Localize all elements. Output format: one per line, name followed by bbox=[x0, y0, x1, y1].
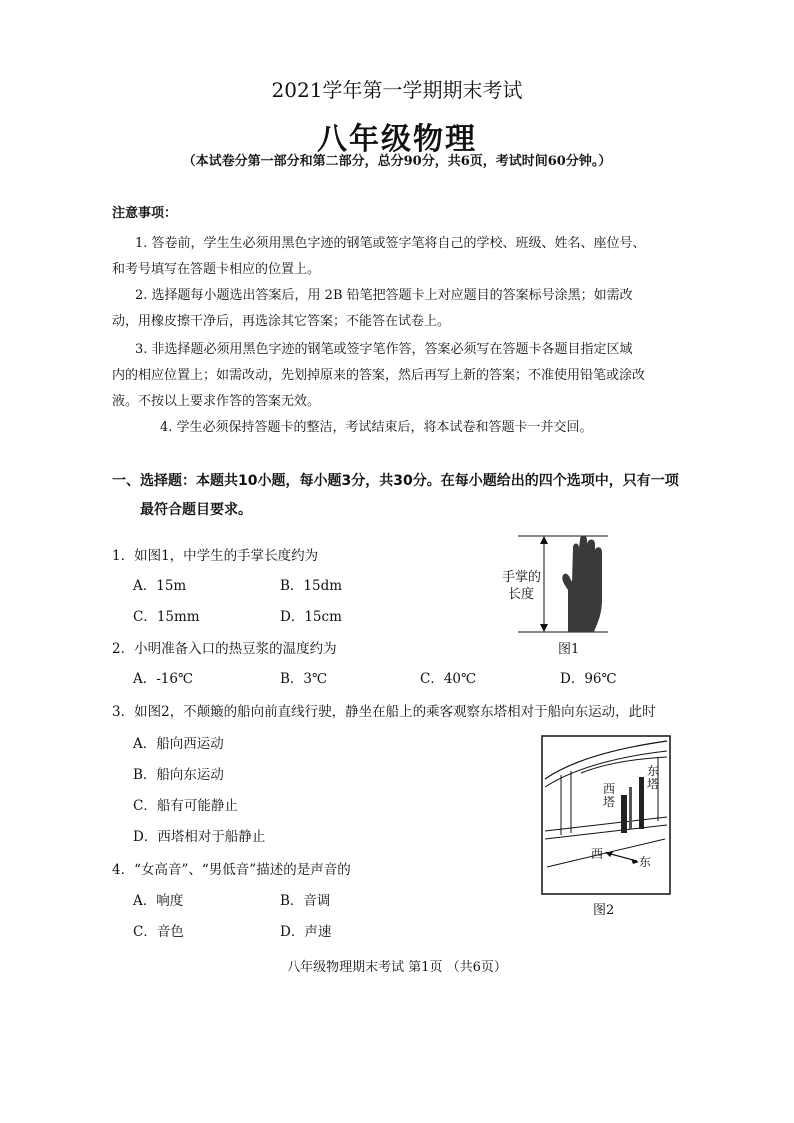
figure-2 bbox=[541, 735, 671, 917]
question-2-option-d: D．96℃ bbox=[560, 671, 617, 687]
east-tower-shape bbox=[639, 777, 644, 829]
page-footer: 八年级物理期末考试 第1页 （共6页） bbox=[287, 960, 507, 975]
notice-line: 4. 学生必须保持答题卡的整洁，考试结束后，将本试卷和答题卡一并交回。 bbox=[160, 420, 593, 435]
notice-line: 动，用橡皮擦干净后，再选涂其它答案；不能答在试卷上。 bbox=[112, 314, 451, 329]
question-2-stem: 2．小明准备入口的热豆浆的温度约为 bbox=[112, 641, 337, 657]
hand-length-label-1: 手掌的 bbox=[502, 570, 542, 585]
exam-info: （本试卷分第一部分和第二部分，总分90分，共6页，考试时间60分钟。） bbox=[182, 154, 612, 169]
question-1-option-b: B．15dm bbox=[280, 578, 343, 594]
notice-heading: 注意事项： bbox=[112, 206, 178, 221]
question-3-option-d: D．西塔相对于船静止 bbox=[133, 829, 266, 845]
exam-subject: 八年级物理 bbox=[317, 122, 477, 157]
notice-line: 和考号填写在答题卡相应的位置上。 bbox=[112, 262, 321, 277]
east-direction-label: 东 bbox=[639, 855, 652, 869]
question-4-option-d: D．声速 bbox=[280, 924, 332, 940]
question-2-option-a: A．-16℃ bbox=[133, 671, 194, 687]
question-3-option-a: A．船向西运动 bbox=[133, 736, 224, 752]
boat-towers-illustration bbox=[541, 735, 671, 895]
west-tower-shape bbox=[621, 795, 627, 833]
question-1-stem: 1．如图1，中学生的手掌长度约为 bbox=[112, 548, 319, 564]
question-1-option-c: C．15mm bbox=[133, 609, 200, 625]
question-3-option-c: C．船有可能静止 bbox=[133, 798, 238, 814]
hand-length-label-2: 长度 bbox=[508, 587, 535, 602]
question-4-option-c: C．音色 bbox=[133, 924, 184, 940]
question-1-option-d: D．15cm bbox=[280, 609, 342, 625]
notice-line: 液。不按以上要求作答的答案无效。 bbox=[112, 394, 321, 409]
question-4-option-a: A．响度 bbox=[133, 893, 184, 909]
notice-line: 1. 答卷前，学生生必须用黑色字迹的钢笔或签字笔将自己的学校、班级、姓名、座位号、 bbox=[135, 236, 646, 251]
section-heading: 一、选择题：本题共10小题，每小题3分，共30分。在每小题给出的四个选项中，只有一项 bbox=[112, 473, 679, 489]
figure-1-caption: 图1 bbox=[558, 642, 580, 657]
notice-line: 3. 非选择题必须用黑色字迹的钢笔或签字笔作答，答案必须写在答题卡各题目指定区域 bbox=[135, 342, 633, 357]
question-1-option-a: A．15m bbox=[133, 578, 187, 594]
east-tower-label: 东塔 bbox=[647, 764, 660, 791]
exam-title: 2021学年第一学期期末考试 bbox=[271, 78, 523, 102]
question-2-option-b: B．3℃ bbox=[280, 671, 328, 687]
question-3-option-b: B．船向东运动 bbox=[133, 767, 224, 783]
question-4-option-b: B．音调 bbox=[280, 893, 331, 909]
west-direction-label: 西 bbox=[591, 847, 604, 861]
notice-line: 2. 选择题每小题选出答案后，用 2B 铅笔把答题卡上对应题目的答案标号涂黑；如需改 bbox=[135, 288, 633, 303]
notice-line: 内的相应位置上；如需改动，先划掉原来的答案，然后再写上新的答案；不准使用铅笔或涂改 bbox=[112, 368, 646, 383]
figure-2-caption: 图2 bbox=[593, 903, 615, 918]
section-heading-cont: 最符合题目要求。 bbox=[140, 502, 252, 518]
figure-1 bbox=[498, 526, 628, 658]
west-tower-label: 西塔 bbox=[603, 782, 616, 809]
question-4-stem: 4．“女高音”、“男低音”描述的是声音的 bbox=[112, 862, 351, 878]
question-3-stem: 3．如图2，不颠簸的船向前直线行驶，静坐在船上的乘客观察东塔相对于船向东运动，此时 bbox=[112, 704, 656, 720]
question-2-option-c: C．40℃ bbox=[420, 671, 477, 687]
